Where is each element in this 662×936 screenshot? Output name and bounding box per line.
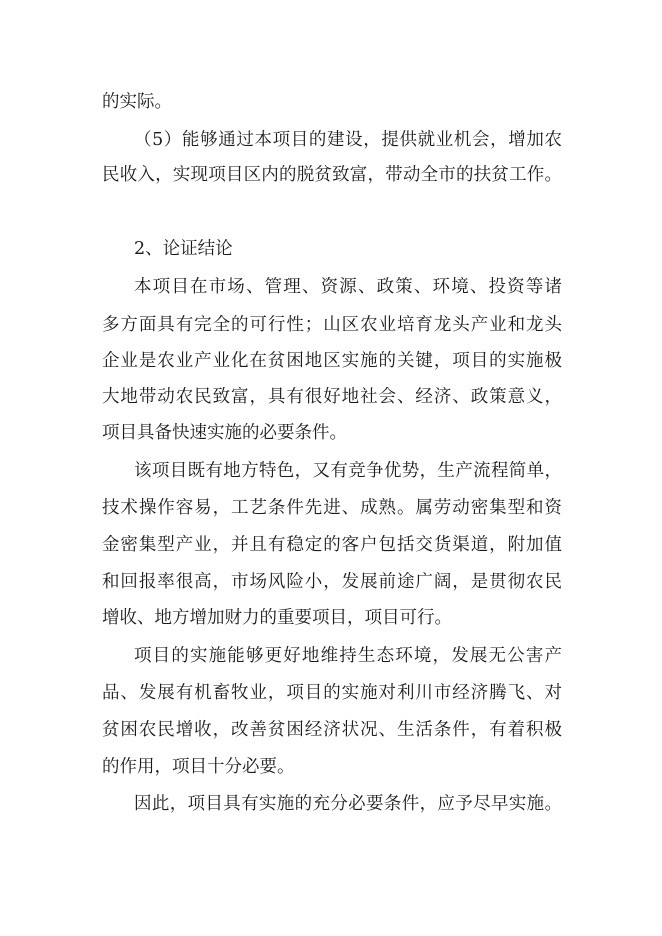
paragraph-line: 贫困农民增收，改善贫困经济状况、生活条件，有着积极 <box>102 720 562 740</box>
paragraph-line: 金密集型产业，并且有稳定的客户包括交货渠道，附加值 <box>102 535 562 555</box>
paragraph-line: 和回报率很高，市场风险小，发展前途广阔，是贯彻农民 <box>102 572 562 592</box>
paragraph-line: 技术操作容易，工艺条件先进、成熟。属劳动密集型和资 <box>102 498 562 518</box>
section-heading: 2、论证结论 <box>134 239 233 259</box>
paragraph-line: 项目的实施能够更好地维持生态环境，发展无公害产 <box>134 646 562 666</box>
paragraph-line: 民收入，实现项目区内的脱贫致富，带动全市的扶贫工作。 <box>102 165 562 185</box>
paragraph-line: 增收、地方增加财力的重要项目，项目可行。 <box>102 608 452 628</box>
paragraph-line: 该项目既有地方特色，又有竞争优势，生产流程简单， <box>134 461 562 481</box>
paragraph-line: 因此，项目具有实施的充分必要条件，应予尽早实施。 <box>134 794 562 814</box>
paragraph-line: 的作用，项目十分必要。 <box>102 757 295 777</box>
paragraph-line: （5）能够通过本项目的建设，提供就业机会，增加农 <box>134 130 562 150</box>
paragraph-line: 的实际。 <box>102 92 172 112</box>
paragraph-line: 多方面具有完全的可行性；山区农业培育龙头产业和龙头 <box>102 315 562 335</box>
paragraph-line: 大地带动农民致富，具有很好地社会、经济、政策意义， <box>102 387 562 407</box>
paragraph-line: 本项目在市场、管理、资源、政策、环境、投资等诸 <box>134 277 562 297</box>
paragraph-line: 品、发展有机畜牧业，项目的实施对利川市经济腾飞、对 <box>102 683 562 703</box>
paragraph-line: 企业是农业产业化在贫困地区实施的关键，项目的实施极 <box>102 351 562 371</box>
paragraph-line: 项目具备快速实施的必要条件。 <box>102 423 347 443</box>
